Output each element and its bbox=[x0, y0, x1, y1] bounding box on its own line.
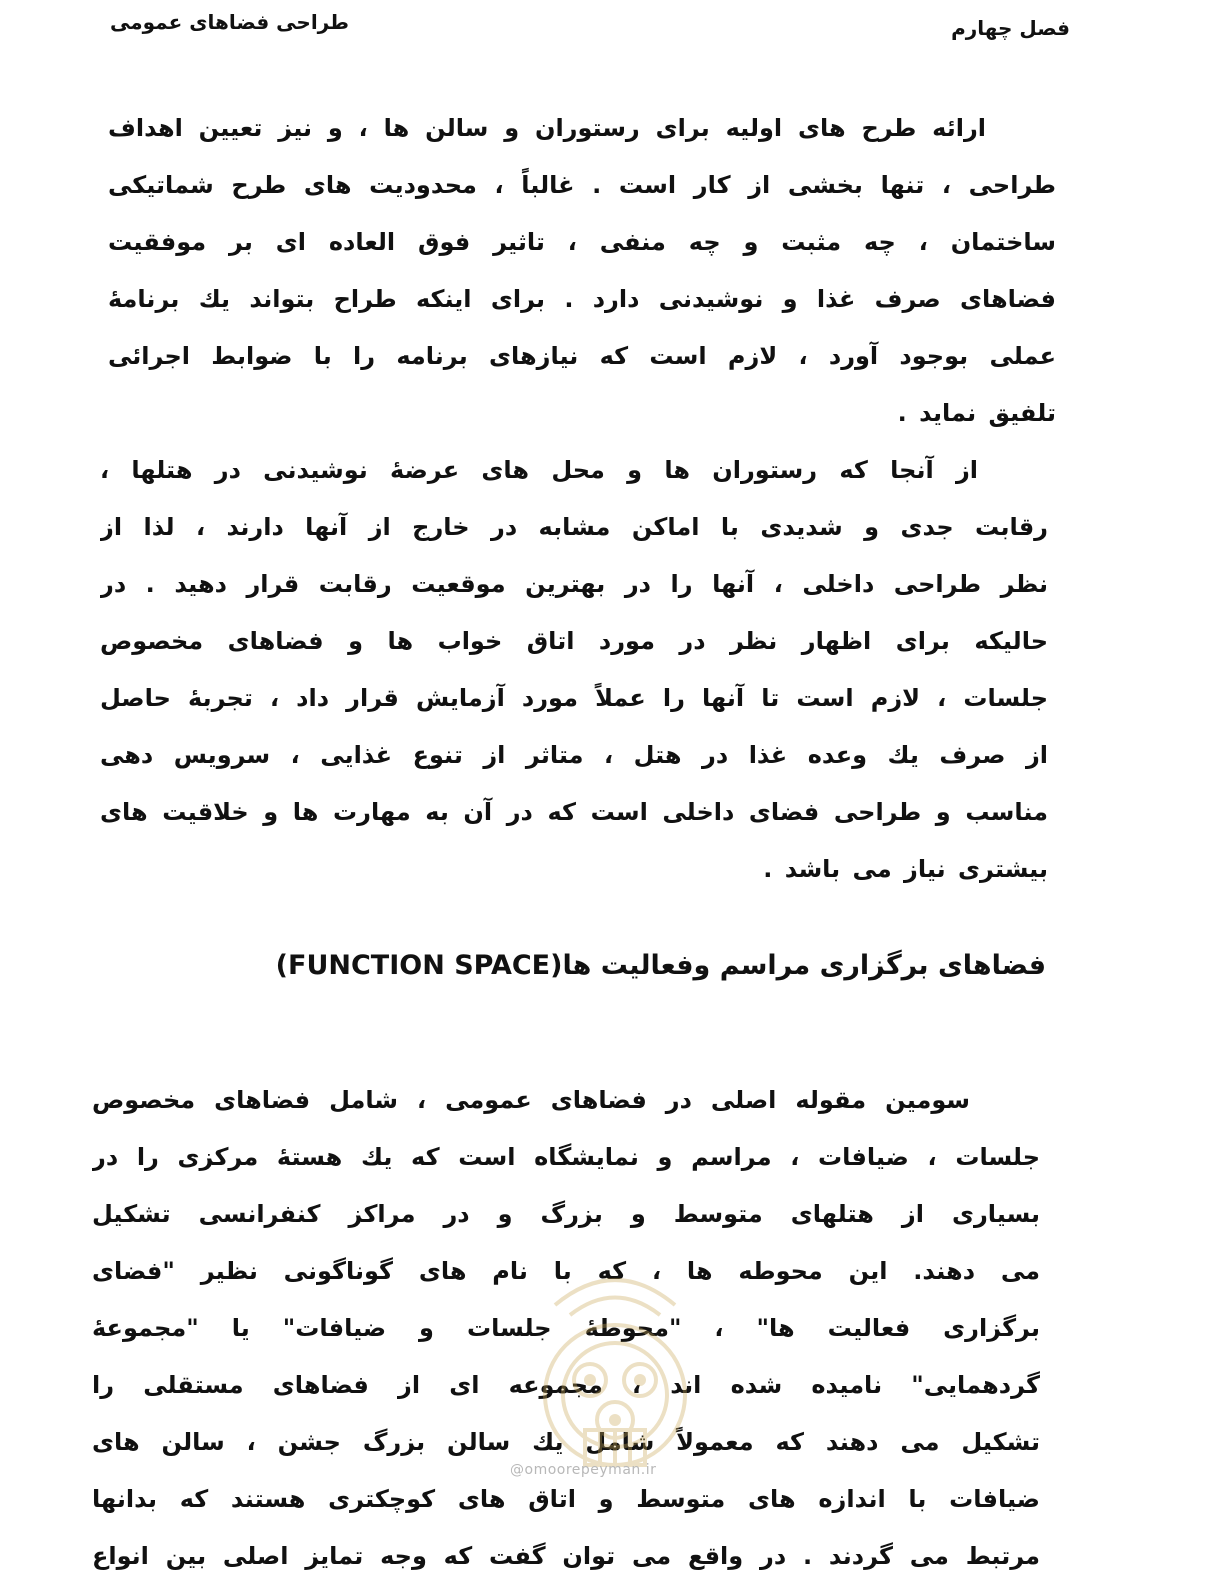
text-line: تلفیق نماید . bbox=[897, 399, 1056, 427]
paragraph-2 bbox=[100, 442, 1048, 898]
text-line: بسیاری از هتلهای متوسط و بزرگ و در مراکز کنفرانسی تشکیل bbox=[92, 1200, 1040, 1228]
text-line: عملی بوجود آورد ، لازم است که نیازهای برنامه را با ضوابط اجرائی bbox=[108, 342, 1056, 370]
section-heading: فضاهای برگزاری مراسم وفعالیت ها(FUNCTION SPACE) bbox=[275, 950, 1046, 981]
text-line: نظر طراحی داخلی ، آنها را در بهترین موقعیت رقابت قرار دهید . در bbox=[100, 570, 1048, 598]
watermark-url: @omoorepeyman.ir bbox=[510, 1462, 657, 1478]
text-line: مناسب و طراحی فضای داخلی است که در آن به مهارت ها و خلاقیت های bbox=[100, 798, 1048, 826]
text-line: ارائه طرح های اولیه برای رستوران و سالن ها ، و نیز تعیین اهداف bbox=[108, 114, 986, 142]
text-line: سومین مقوله اصلی در فضاهای عمومی ، شامل فضاهای مخصوص bbox=[92, 1086, 970, 1114]
text-line: از صرف یك وعده غذا در هتل ، متاثر از تنوع غذایی ، سرویس دهی bbox=[100, 741, 1048, 769]
text-line: می دهند. این محوطه ها ، که با نام های گوناگونی نظیر "فضای bbox=[92, 1257, 1040, 1285]
text-line: جلسات ، ضیافات ، مراسم و نمایشگاه است که یك هستهٔ مرکزی را در bbox=[92, 1143, 1040, 1171]
book-title: طراحی فضاهای عمومی bbox=[110, 10, 349, 34]
paragraph-1 bbox=[108, 100, 1056, 442]
text-line: رقابت جدی و شدیدی با اماکن مشابه در خارج از آنها دارند ، لذا از bbox=[100, 513, 1048, 541]
text-line: جلسات ، لازم است تا آنها را عملاً مورد آزمایش قرار داد ، تجربهٔ حاصل bbox=[100, 684, 1048, 712]
text-line: از آنجا که رستوران ها و محل های عرضهٔ نوشیدنی در هتلها ، bbox=[100, 456, 978, 484]
text-line: بیشتری نیاز می باشد . bbox=[763, 855, 1048, 883]
text-line: طراحی ، تنها بخشی از کار است . غالباً ، محدودیت های طرح شماتیکی bbox=[108, 171, 1056, 199]
text-line: حالیکه برای اظهار نظر در مورد اتاق خواب ها و فضاهای مخصوص bbox=[100, 627, 1048, 655]
text-line: تشکیل می دهند که معمولاً شامل یك سالن بزرگ جشن ، سالن های bbox=[92, 1428, 1040, 1456]
chapter-label: فصل چهارم bbox=[951, 16, 1070, 40]
text-line: مرتبط می گردند . در واقع می توان گفت که وجه تمایز اصلی بین انواع bbox=[92, 1542, 1040, 1570]
text-line: گردهمایی" نامیده شده اند ، مجموعه ای از فضاهای مستقلی را bbox=[92, 1371, 1040, 1399]
text-line: ساختمان ، چه مثبت و چه منفی ، تاثیر فوق العاده ای بر موفقیت bbox=[108, 228, 1056, 256]
watermark-seal-icon bbox=[515, 1245, 715, 1495]
running-header bbox=[110, 10, 1070, 46]
text-line: فضاهای صرف غذا و نوشیدنی دارد . برای اینکه طراح بتواند یك برنامهٔ bbox=[108, 285, 1056, 313]
text-line: ضیافات با اندازه های متوسط و اتاق های کوچکتری هستند که بدانها bbox=[92, 1485, 1040, 1513]
text-line: برگزاری فعالیت ها" ، "محوطهٔ جلسات و ضیافات" یا "مجموعهٔ bbox=[92, 1314, 1040, 1342]
